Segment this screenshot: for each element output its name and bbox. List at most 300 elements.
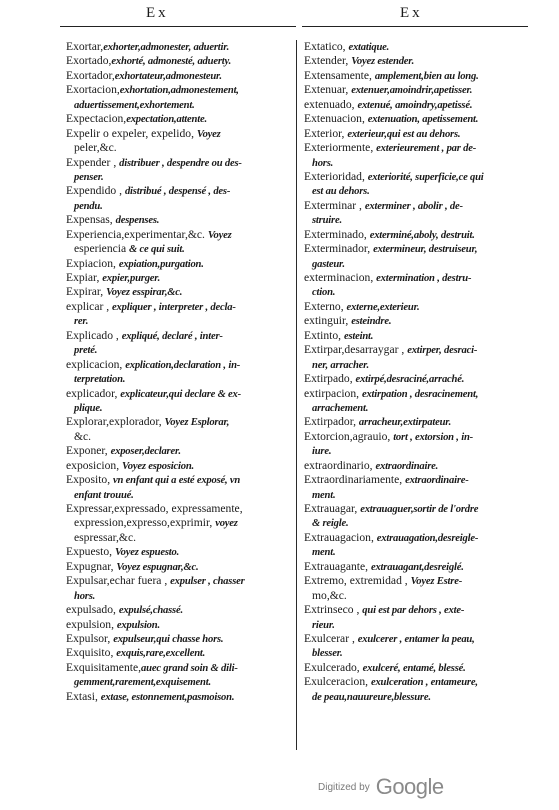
headword: esperiencia <box>74 242 130 256</box>
definition: explication,declaration , in- <box>125 359 241 371</box>
definition: iure. <box>312 446 332 458</box>
headword: Exteriormente, <box>304 141 377 155</box>
headword: Expulsar,echar fuera , <box>66 574 171 588</box>
entry-line <box>304 430 530 444</box>
headword: Extenuacion, <box>304 112 368 126</box>
headword: Exterioridad, <box>304 169 368 183</box>
entry-line <box>66 69 292 83</box>
definition: aduertissement,exhortement. <box>74 99 195 111</box>
definition: extase, estonnement,pasmoison. <box>100 691 235 703</box>
definition: expiation,purgation. <box>118 258 204 270</box>
headword: Expugnar, <box>66 559 117 573</box>
headword: explicador, <box>66 386 121 400</box>
entry-line <box>304 589 530 603</box>
definition: Voyez espugnar,&c. <box>116 561 199 573</box>
definition: Voyez esposicion. <box>122 460 194 472</box>
entry-line <box>304 531 530 545</box>
entry-line <box>304 156 530 170</box>
dictionary-entry <box>304 661 530 675</box>
entry-line <box>304 329 530 343</box>
dictionary-entry <box>66 358 292 387</box>
dictionary-entry <box>66 285 292 299</box>
dictionary-entry <box>304 199 530 228</box>
dictionary-entry <box>304 603 530 632</box>
definition: enfant trouué. <box>74 489 134 501</box>
headword: Extatico, <box>304 40 349 53</box>
entry-line <box>66 603 292 617</box>
definition: exhortation,admonestement, <box>119 85 239 97</box>
definition: expier,purger. <box>102 273 161 284</box>
dictionary-entry <box>66 632 292 646</box>
entry-line <box>304 560 530 574</box>
entry-line <box>304 242 530 256</box>
definition: blesser. <box>312 648 343 660</box>
entry-line <box>304 358 530 372</box>
definition: explicateur,qui declare & ex- <box>120 388 241 400</box>
entry-line <box>66 271 292 285</box>
definition: exterminer , abolir , de- <box>364 200 463 212</box>
definition: exquis,rare,excellent. <box>116 648 206 660</box>
entry-line <box>66 502 292 516</box>
entry-line <box>66 156 292 170</box>
header-rule-left <box>60 26 296 27</box>
dictionary-entry <box>304 415 530 429</box>
entry-line <box>66 444 292 458</box>
headword: Extenuar, <box>304 83 352 97</box>
dictionary-entry <box>66 300 292 329</box>
definition: extirpation , desracinement, <box>361 388 479 400</box>
entry-line <box>304 98 530 112</box>
definition: plique. <box>74 402 103 414</box>
entry-line <box>66 358 292 372</box>
headword: Extirpador, <box>304 415 359 429</box>
dictionary-entry <box>66 184 292 213</box>
entry-line <box>66 242 292 256</box>
definition: extirper, desraci- <box>407 345 478 357</box>
dictionary-entry <box>304 300 530 314</box>
dictionary-entry <box>304 271 530 300</box>
entry-line <box>304 300 530 314</box>
definition: hors. <box>74 590 96 602</box>
right-column <box>304 40 530 704</box>
entry-line <box>66 257 292 271</box>
dictionary-entry <box>66 574 292 603</box>
entry-line <box>304 516 530 530</box>
headword: expulsion, <box>66 617 117 631</box>
entry-line <box>66 228 292 242</box>
headword: Exulcerado, <box>304 660 363 674</box>
definition: preté. <box>74 345 98 357</box>
entry-line <box>66 401 292 415</box>
headword: Exortar, <box>66 40 104 53</box>
entry-line <box>66 314 292 328</box>
definition: extermineur, destruiseur, <box>373 244 478 256</box>
definition: extenuation, apetissement. <box>367 114 479 126</box>
entry-line <box>304 69 530 83</box>
headword: Extrauagante, <box>304 559 371 573</box>
definition: esteint. <box>343 330 374 342</box>
headword: mo,&c. <box>312 588 347 602</box>
definition: exterieurement , par de- <box>376 143 477 155</box>
entry-line <box>66 112 292 126</box>
entry-line <box>66 589 292 603</box>
dictionary-entry <box>66 257 292 271</box>
entry-line <box>66 213 292 227</box>
entry-line <box>304 632 530 646</box>
definition: expliquer , interpreter , decla- <box>112 301 236 313</box>
dictionary-entry <box>304 343 530 372</box>
dictionary-entry <box>66 618 292 632</box>
dictionary-entry <box>304 98 530 112</box>
definition: expulseur,qui chasse hors. <box>113 633 224 645</box>
headword: Exterminado, <box>304 227 370 241</box>
definition: expectation,attente. <box>126 114 207 126</box>
definition: auec grand soin & dili- <box>141 662 238 674</box>
dictionary-entry <box>66 83 292 112</box>
definition: exterminé,aboly, destruit. <box>369 229 475 241</box>
headword: Exulceracion, <box>304 675 371 689</box>
entry-line <box>66 141 292 155</box>
definition: extraordinaire- <box>405 475 469 487</box>
entry-line <box>66 661 292 675</box>
definition: ner, arracher. <box>312 359 369 371</box>
headword: Extrauagacion, <box>304 530 377 544</box>
dictionary-entry <box>66 156 292 185</box>
definition: ment. <box>312 489 336 501</box>
entry-line <box>66 54 292 68</box>
definition: exhorter,admonester, aduertir. <box>103 42 230 53</box>
dictionary-entry <box>66 661 292 690</box>
entry-line <box>304 574 530 588</box>
entry-line <box>304 199 530 213</box>
headword: extenuado, <box>304 97 358 111</box>
definition: extraordinaire. <box>375 460 439 472</box>
dictionary-entry <box>304 314 530 328</box>
dictionary-entry <box>66 127 292 156</box>
dictionary-entry <box>66 112 292 126</box>
dictionary-entry <box>304 387 530 416</box>
entry-line <box>66 516 292 530</box>
headword: Exterminar , <box>304 198 365 212</box>
headword: exposicion, <box>66 458 123 472</box>
definition: ction. <box>312 287 336 299</box>
dictionary-entry <box>66 444 292 458</box>
dictionary-entry <box>66 545 292 559</box>
entry-line <box>66 127 292 141</box>
definition: tort , extorsion , in- <box>393 431 473 443</box>
headword: Expelir o expeler, expelido, <box>66 126 197 140</box>
definition: despenses. <box>115 215 160 227</box>
definition: rer. <box>74 316 89 328</box>
headword: Extrinseco , <box>304 603 363 617</box>
definition: ment. <box>312 547 336 559</box>
entry-line <box>66 329 292 343</box>
headword: Experiencia,experimentar,&c. <box>66 227 208 241</box>
headword: Expectacion, <box>66 112 127 126</box>
entry-line <box>304 54 530 68</box>
left-column <box>66 40 292 704</box>
entry-line <box>66 285 292 299</box>
headword: Explicado , <box>66 328 122 342</box>
entry-line <box>304 372 530 386</box>
definition: exposer,declarer. <box>110 446 181 458</box>
definition: exulceré, entamé, blessé. <box>362 662 466 674</box>
headword: Exulcerar , <box>304 631 358 645</box>
entry-line <box>304 387 530 401</box>
entry-line <box>304 675 530 689</box>
headword: espressar,&c. <box>74 530 136 544</box>
definition: est au dehors. <box>312 186 370 198</box>
entry-line <box>304 127 530 141</box>
headword: Expendido , <box>66 184 125 198</box>
headword: Explorar,explorador, <box>66 415 165 429</box>
entry-line <box>66 184 292 198</box>
definition: gasteur. <box>312 258 345 270</box>
entry-line <box>304 343 530 357</box>
definition: exhorté, admonesté, aduerty. <box>111 56 232 68</box>
dictionary-entry <box>66 213 292 227</box>
headword: Extorcion,agrauio, <box>304 429 394 443</box>
dictionary-entry <box>66 387 292 416</box>
dictionary-entry <box>66 646 292 660</box>
dictionary-entry <box>304 40 530 54</box>
dictionary-entry <box>304 170 530 199</box>
dictionary-entry <box>66 228 292 257</box>
definition: Voyez <box>196 128 221 140</box>
entry-line <box>304 603 530 617</box>
entry-line <box>304 40 530 54</box>
headword: Expirar, <box>66 285 107 299</box>
definition: exteriorité, superficie,ce qui <box>367 171 484 183</box>
dictionary-entry <box>304 675 530 704</box>
headword: Expressar,expressado, expressamente, <box>66 502 243 515</box>
definition: extermination , destru- <box>376 273 472 284</box>
entry-line <box>66 98 292 112</box>
definition: & ce qui suit. <box>129 244 185 256</box>
entry-line <box>66 415 292 429</box>
entry-line <box>66 199 292 213</box>
headword: Extensamente, <box>304 68 375 82</box>
dictionary-entry <box>304 83 530 97</box>
definition: Voyez espuesto. <box>114 547 180 559</box>
entry-line <box>304 545 530 559</box>
headword: expression,expresso,exprimir, <box>74 516 216 530</box>
entry-line <box>66 574 292 588</box>
headword: Exquisitamente, <box>66 660 142 674</box>
dictionary-entry <box>66 40 292 54</box>
entry-line <box>304 646 530 660</box>
entry-line <box>66 646 292 660</box>
dictionary-entry <box>304 141 530 170</box>
dictionary-entry <box>66 502 292 545</box>
headword: Expiacion, <box>66 256 119 270</box>
definition: esteindre. <box>351 316 392 328</box>
definition: struire. <box>312 215 342 227</box>
headword: Extremo, extremidad , <box>304 574 411 588</box>
dictionary-entry <box>304 459 530 473</box>
headword: Exposito, <box>66 473 114 487</box>
headword: Exortado, <box>66 54 112 68</box>
definition: arracheur,extirpateur. <box>358 417 452 429</box>
definition: Voyez esspirar,&c. <box>106 287 183 299</box>
definition: & reigle. <box>312 518 349 530</box>
header-rule-right <box>302 26 528 27</box>
definition: extirpé,desraciné,arraché. <box>355 374 465 386</box>
dictionary-entry <box>304 574 530 603</box>
entry-line <box>66 343 292 357</box>
entry-line <box>304 271 530 285</box>
entry-line <box>304 170 530 184</box>
entry-line <box>66 488 292 502</box>
definition: amplement,bien au long. <box>374 70 479 82</box>
headword: Expulsor, <box>66 631 114 645</box>
entry-line <box>304 415 530 429</box>
entry-line <box>66 387 292 401</box>
dictionary-entry <box>304 54 530 68</box>
headword: Exterminador, <box>304 242 374 256</box>
entry-line <box>304 184 530 198</box>
headword: Expuesto, <box>66 545 115 559</box>
entry-line <box>66 545 292 559</box>
definition: externe,exterieur. <box>346 301 420 313</box>
entry-line <box>304 314 530 328</box>
dictionary-entry <box>304 69 530 83</box>
headword: peler,&c. <box>74 141 117 155</box>
dictionary-entry <box>304 372 530 386</box>
definition: exhortateur,admonesteur. <box>114 70 222 82</box>
entry-line <box>304 257 530 271</box>
definition: penser. <box>74 171 104 183</box>
digitized-by-label: Digitized by <box>318 781 370 793</box>
headword: Expensas, <box>66 213 116 227</box>
definition: Voyez estender. <box>351 56 415 68</box>
headword: Exponer, <box>66 444 111 458</box>
digitized-footer <box>318 772 444 802</box>
headword: Extirpado, <box>304 372 356 386</box>
entry-line <box>66 675 292 689</box>
dictionary-entry <box>304 228 530 242</box>
definition: Voyez <box>207 229 232 241</box>
dictionary-entry <box>304 242 530 271</box>
entry-line <box>66 300 292 314</box>
entry-line <box>304 661 530 675</box>
definition: expliqué, declaré , inter- <box>121 330 223 342</box>
headword: Extrauagar, <box>304 502 361 515</box>
dictionary-entry <box>66 69 292 83</box>
dictionary-entry <box>66 603 292 617</box>
dictionary-entry <box>66 560 292 574</box>
entry-line <box>66 372 292 386</box>
entry-line <box>304 83 530 97</box>
headword: explicar , <box>66 299 113 313</box>
definition: exulcerer , entamer la peau, <box>357 633 475 645</box>
definition: exulceration , entameure, <box>370 677 478 689</box>
definition: extrauagation,desreigle- <box>376 532 479 544</box>
entry-line <box>304 401 530 415</box>
headword: Exortacion, <box>66 83 120 97</box>
entry-line <box>304 618 530 632</box>
headword: extraordinario, <box>304 458 376 472</box>
dictionary-entry <box>66 415 292 444</box>
entry-line <box>304 112 530 126</box>
running-head-left: Ex <box>146 5 169 21</box>
entry-line <box>66 40 292 54</box>
headword: Externo, <box>304 299 347 313</box>
entry-line <box>66 473 292 487</box>
definition: rieur. <box>312 619 335 631</box>
definition: expulsé,chassé. <box>118 605 183 617</box>
headword: Expender , <box>66 155 120 169</box>
definition: exterieur,qui est au dehors. <box>347 128 461 140</box>
definition: arrachement. <box>312 402 369 414</box>
headword: &c. <box>74 429 92 443</box>
definition: pendu. <box>74 200 103 212</box>
headword: extinguir, <box>304 314 352 328</box>
definition: distribué , despensé , des- <box>124 186 231 198</box>
entry-line <box>66 459 292 473</box>
headword: Exortador, <box>66 68 115 82</box>
entry-line <box>304 444 530 458</box>
entry-line <box>66 170 292 184</box>
headword: Exterior, <box>304 126 348 140</box>
definition: distribuer , despendre ou des- <box>119 157 242 169</box>
entry-line <box>66 83 292 97</box>
entry-line <box>304 285 530 299</box>
entry-line <box>66 618 292 632</box>
entry-line <box>66 531 292 545</box>
headword: expulsado, <box>66 603 119 617</box>
dictionary-entry <box>304 112 530 126</box>
definition: de peau,nauureure,blessure. <box>312 691 431 703</box>
definition: expulser , chasser <box>170 576 245 588</box>
running-head-right: Ex <box>400 5 423 21</box>
definition: voyez <box>215 518 238 530</box>
entry-line <box>304 488 530 502</box>
definition: extrauagant,desreiglé. <box>370 561 464 573</box>
dictionary-entry <box>66 54 292 68</box>
headword: Expiar, <box>66 271 103 284</box>
headword: explicacion, <box>66 357 126 371</box>
entry-line <box>304 690 530 704</box>
dictionary-entry <box>304 560 530 574</box>
definition: extatique. <box>348 42 390 53</box>
definition: vn enfant qui a esté exposé, vn <box>113 475 241 487</box>
headword: exterminacion, <box>304 271 377 284</box>
dictionary-entry <box>66 329 292 358</box>
headword: Extasi, <box>66 689 101 703</box>
headword: Extinto, <box>304 328 344 342</box>
entry-line <box>304 213 530 227</box>
definition: terpretation. <box>74 374 126 386</box>
headword: Exquisito, <box>66 646 117 660</box>
dictionary-entry <box>304 329 530 343</box>
entry-line <box>304 502 530 516</box>
entry-line <box>304 141 530 155</box>
dictionary-entry <box>304 531 530 560</box>
definition: Voyez Estre- <box>410 576 463 588</box>
headword: extirpacion, <box>304 386 362 400</box>
definition: extenué, amoindry,apetissé. <box>357 99 473 111</box>
definition: expulsion. <box>116 619 160 631</box>
entry-line <box>304 459 530 473</box>
headword: Extraordinariamente, <box>304 473 406 487</box>
definition: gemment,rarement,exquisement. <box>74 677 211 689</box>
dictionary-entry <box>66 271 292 285</box>
definition: extenuer,amoindrir,apetisser. <box>351 85 473 97</box>
entry-line <box>66 560 292 574</box>
entry-line <box>66 430 292 444</box>
dictionary-entry <box>304 632 530 661</box>
